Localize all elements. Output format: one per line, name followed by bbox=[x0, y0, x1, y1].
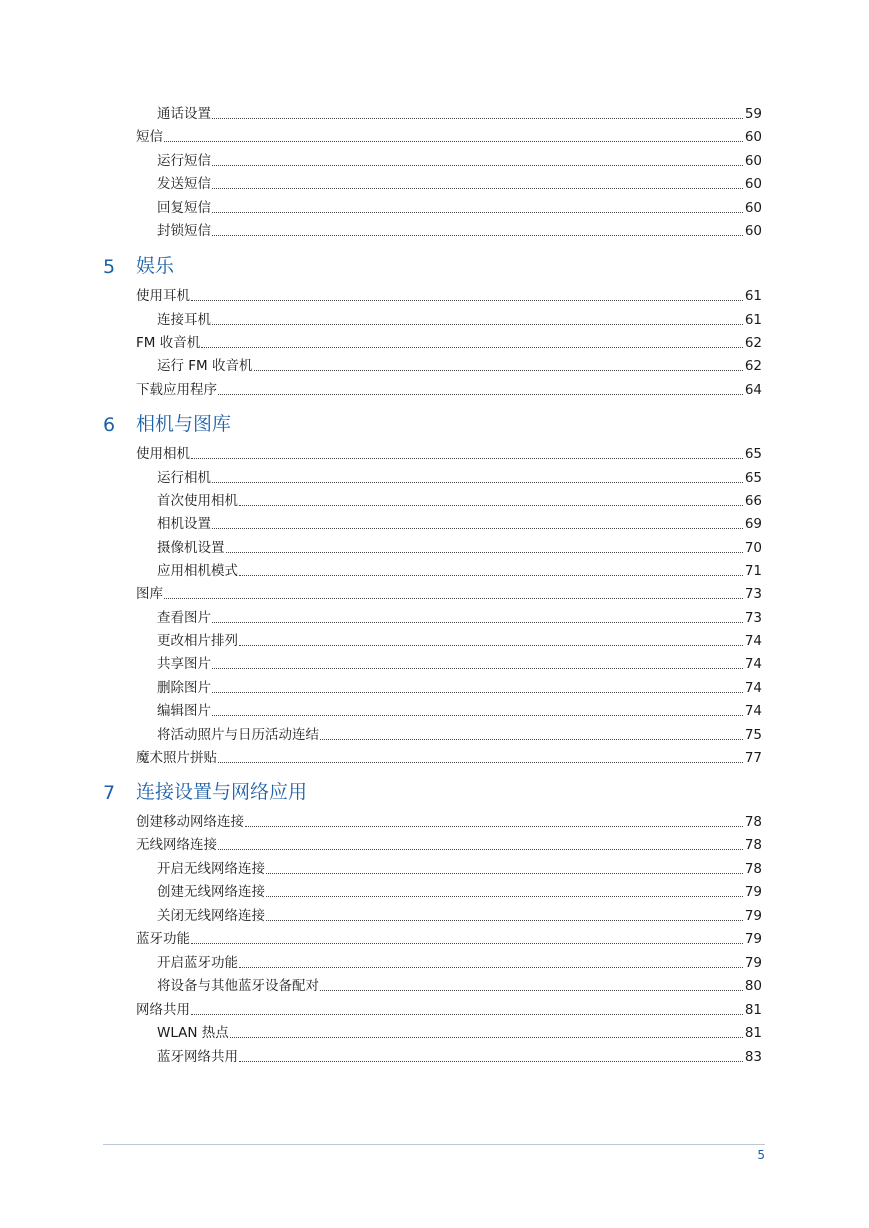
toc-subsection-entry[interactable] bbox=[157, 171, 762, 193]
toc-entry-label: 将设备与其他蓝牙设备配对 bbox=[157, 978, 319, 994]
toc-entry-label: 使用相机 bbox=[136, 446, 190, 462]
toc-subsection-entry[interactable] bbox=[157, 488, 762, 510]
toc-entry-page: 74 bbox=[744, 680, 762, 696]
dot-leader bbox=[164, 140, 743, 142]
toc-entry-label: 编辑图片 bbox=[157, 703, 211, 719]
toc-section-entry[interactable] bbox=[136, 832, 762, 854]
toc-entry-page: 79 bbox=[744, 908, 762, 924]
toc-entry-page: 60 bbox=[744, 223, 762, 239]
toc-subsection-entry[interactable] bbox=[157, 511, 762, 533]
dot-leader bbox=[212, 714, 743, 716]
dot-leader bbox=[191, 457, 743, 459]
chapter-heading bbox=[103, 410, 231, 436]
toc-entry-label: 回复短信 bbox=[157, 200, 211, 216]
toc-entry-page: 78 bbox=[744, 837, 762, 853]
toc-entry-label: 将活动照片与日历活动连结 bbox=[157, 727, 319, 743]
toc-section-entry[interactable] bbox=[136, 330, 762, 352]
toc-entry-label: 运行相机 bbox=[157, 470, 211, 486]
toc-entry-label: 网络共用 bbox=[136, 1002, 190, 1018]
toc-subsection-entry[interactable] bbox=[157, 605, 762, 627]
toc-entry-page: 81 bbox=[744, 1025, 762, 1041]
dot-leader bbox=[266, 919, 743, 921]
toc-entry-page: 66 bbox=[744, 493, 762, 509]
toc-subsection-entry[interactable] bbox=[157, 722, 762, 744]
toc-entry-page: 80 bbox=[744, 978, 762, 994]
toc-entry-page: 79 bbox=[744, 955, 762, 971]
toc-entry-page: 62 bbox=[744, 358, 762, 374]
toc-entry-label: 开启无线网络连接 bbox=[157, 861, 265, 877]
toc-subsection-entry[interactable] bbox=[157, 698, 762, 720]
toc-subsection-entry[interactable] bbox=[157, 903, 762, 925]
toc-entry-page: 65 bbox=[744, 446, 762, 462]
toc-section-entry[interactable] bbox=[136, 581, 762, 603]
toc-entry-label: 删除图片 bbox=[157, 680, 211, 696]
dot-leader bbox=[239, 1060, 743, 1062]
toc-section-entry[interactable] bbox=[136, 745, 762, 767]
dot-leader bbox=[239, 504, 743, 506]
toc-subsection-entry[interactable] bbox=[157, 101, 762, 123]
dot-leader bbox=[212, 187, 743, 189]
toc-entry-page: 70 bbox=[744, 540, 762, 556]
toc-entry-page: 61 bbox=[744, 288, 762, 304]
toc-subsection-entry[interactable] bbox=[157, 628, 762, 650]
toc-entry-label: 蓝牙网络共用 bbox=[157, 1049, 238, 1065]
dot-leader bbox=[164, 597, 743, 599]
toc-entry-label: 更改相片排列 bbox=[157, 633, 238, 649]
toc-entry-label: 运行 FM 收音机 bbox=[157, 358, 253, 374]
toc-entry-page: 59 bbox=[744, 106, 762, 122]
toc-entry-page: 74 bbox=[744, 656, 762, 672]
toc-entry-label: 摄像机设置 bbox=[157, 540, 225, 556]
dot-leader bbox=[212, 117, 743, 119]
toc-subsection-entry[interactable] bbox=[157, 973, 762, 995]
toc-entry-label: FM 收音机 bbox=[136, 335, 201, 351]
dot-leader bbox=[212, 621, 743, 623]
dot-leader bbox=[266, 895, 743, 897]
dot-leader bbox=[218, 393, 743, 395]
dot-leader bbox=[201, 346, 743, 348]
toc-subsection-entry[interactable] bbox=[157, 651, 762, 673]
dot-leader bbox=[239, 574, 743, 576]
toc-subsection-entry[interactable] bbox=[157, 195, 762, 217]
toc-entry-page: 60 bbox=[744, 129, 762, 145]
toc-entry-page: 60 bbox=[744, 153, 762, 169]
dot-leader bbox=[218, 761, 743, 763]
toc-entry-page: 78 bbox=[744, 814, 762, 830]
dot-leader bbox=[239, 966, 743, 968]
toc-subsection-entry[interactable] bbox=[157, 1044, 762, 1066]
toc-entry-label: 首次使用相机 bbox=[157, 493, 238, 509]
toc-entry-page: 62 bbox=[744, 335, 762, 351]
toc-entry-label: 共享图片 bbox=[157, 656, 211, 672]
toc-section-entry[interactable] bbox=[136, 809, 762, 831]
toc-subsection-entry[interactable] bbox=[157, 353, 762, 375]
dot-leader bbox=[212, 211, 743, 213]
toc-section-entry[interactable] bbox=[136, 441, 762, 463]
toc-entry-label: 蓝牙功能 bbox=[136, 931, 190, 947]
toc-entry-label: 发送短信 bbox=[157, 176, 211, 192]
toc-section-entry[interactable] bbox=[136, 997, 762, 1019]
toc-entry-page: 60 bbox=[744, 200, 762, 216]
toc-entry-label: 短信 bbox=[136, 129, 163, 145]
toc-entry-label: 使用耳机 bbox=[136, 288, 190, 304]
dot-leader bbox=[191, 942, 743, 944]
chapter-title: 连接设置与网络应用 bbox=[136, 781, 308, 803]
toc-subsection-entry[interactable] bbox=[157, 148, 762, 170]
chapter-title: 相机与图库 bbox=[136, 413, 232, 435]
dot-leader bbox=[212, 234, 743, 236]
chapter-number: 5 bbox=[103, 256, 116, 278]
toc-entry-label: 魔术照片拼贴 bbox=[136, 750, 217, 766]
chapter-heading bbox=[103, 252, 174, 278]
toc-subsection-entry[interactable] bbox=[157, 307, 762, 329]
toc-entry-page: 65 bbox=[744, 470, 762, 486]
chapter-heading bbox=[103, 778, 307, 804]
toc-subsection-entry[interactable] bbox=[157, 535, 762, 557]
toc-entry-label: 运行短信 bbox=[157, 153, 211, 169]
dot-leader bbox=[226, 551, 743, 553]
toc-entry-label: 查看图片 bbox=[157, 610, 211, 626]
toc-subsection-entry[interactable] bbox=[157, 558, 762, 580]
toc-entry-page: 74 bbox=[744, 703, 762, 719]
dot-leader bbox=[191, 299, 743, 301]
dot-leader bbox=[239, 644, 743, 646]
toc-entry-page: 61 bbox=[744, 312, 762, 328]
toc-entry-page: 71 bbox=[744, 563, 762, 579]
toc-subsection-entry[interactable] bbox=[157, 675, 762, 697]
toc-entry-label: 创建无线网络连接 bbox=[157, 884, 265, 900]
dot-leader bbox=[320, 738, 743, 740]
toc-section-entry[interactable] bbox=[136, 283, 762, 305]
toc-entry-label: 开启蓝牙功能 bbox=[157, 955, 238, 971]
toc-entry-label: 无线网络连接 bbox=[136, 837, 217, 853]
toc-entry-page: 74 bbox=[744, 633, 762, 649]
toc-entry-label: 封锁短信 bbox=[157, 223, 211, 239]
toc-entry-page: 64 bbox=[744, 382, 762, 398]
toc-section-entry[interactable] bbox=[136, 377, 762, 399]
dot-leader bbox=[191, 1013, 743, 1015]
page-number: 5 bbox=[757, 1148, 765, 1162]
toc-entry-label: 图库 bbox=[136, 586, 163, 602]
toc-subsection-entry[interactable] bbox=[157, 218, 762, 240]
toc-entry-page: 79 bbox=[744, 931, 762, 947]
toc-entry-label: 下载应用程序 bbox=[136, 382, 217, 398]
dot-leader bbox=[212, 323, 743, 325]
toc-entry-page: 83 bbox=[744, 1049, 762, 1065]
toc-entry-page: 78 bbox=[744, 861, 762, 877]
dot-leader bbox=[245, 825, 743, 827]
dot-leader bbox=[320, 989, 743, 991]
toc-entry-page: 79 bbox=[744, 884, 762, 900]
toc-entry-label: 相机设置 bbox=[157, 516, 211, 532]
dot-leader bbox=[254, 369, 743, 371]
toc-entry-label: 连接耳机 bbox=[157, 312, 211, 328]
dot-leader bbox=[212, 691, 743, 693]
toc-subsection-entry[interactable] bbox=[157, 1020, 762, 1042]
dot-leader bbox=[212, 481, 743, 483]
toc-entry-label: 创建移动网络连接 bbox=[136, 814, 244, 830]
toc-entry-page: 77 bbox=[744, 750, 762, 766]
toc-entry-page: 75 bbox=[744, 727, 762, 743]
dot-leader bbox=[212, 164, 743, 166]
toc-section-entry[interactable] bbox=[136, 926, 762, 948]
toc-entry-label: WLAN 热点 bbox=[157, 1025, 229, 1041]
chapter-number: 6 bbox=[103, 414, 116, 436]
dot-leader bbox=[218, 848, 743, 850]
toc-entry-page: 73 bbox=[744, 610, 762, 626]
toc-subsection-entry[interactable] bbox=[157, 879, 762, 901]
toc-subsection-entry[interactable] bbox=[157, 856, 762, 878]
toc-subsection-entry[interactable] bbox=[157, 465, 762, 487]
chapter-number: 7 bbox=[103, 782, 116, 804]
toc-entry-label: 关闭无线网络连接 bbox=[157, 908, 265, 924]
dot-leader bbox=[212, 527, 743, 529]
dot-leader bbox=[230, 1036, 743, 1038]
dot-leader bbox=[212, 667, 743, 669]
footer-divider bbox=[103, 1144, 765, 1145]
toc-subsection-entry[interactable] bbox=[157, 950, 762, 972]
chapter-title: 娱乐 bbox=[136, 255, 175, 277]
toc-entry-label: 通话设置 bbox=[157, 106, 211, 122]
toc-section-entry[interactable] bbox=[136, 124, 762, 146]
toc-entry-page: 73 bbox=[744, 586, 762, 602]
toc-entry-label: 应用相机模式 bbox=[157, 563, 238, 579]
dot-leader bbox=[266, 872, 743, 874]
toc-entry-page: 81 bbox=[744, 1002, 762, 1018]
toc-entry-page: 60 bbox=[744, 176, 762, 192]
toc-entry-page: 69 bbox=[744, 516, 762, 532]
